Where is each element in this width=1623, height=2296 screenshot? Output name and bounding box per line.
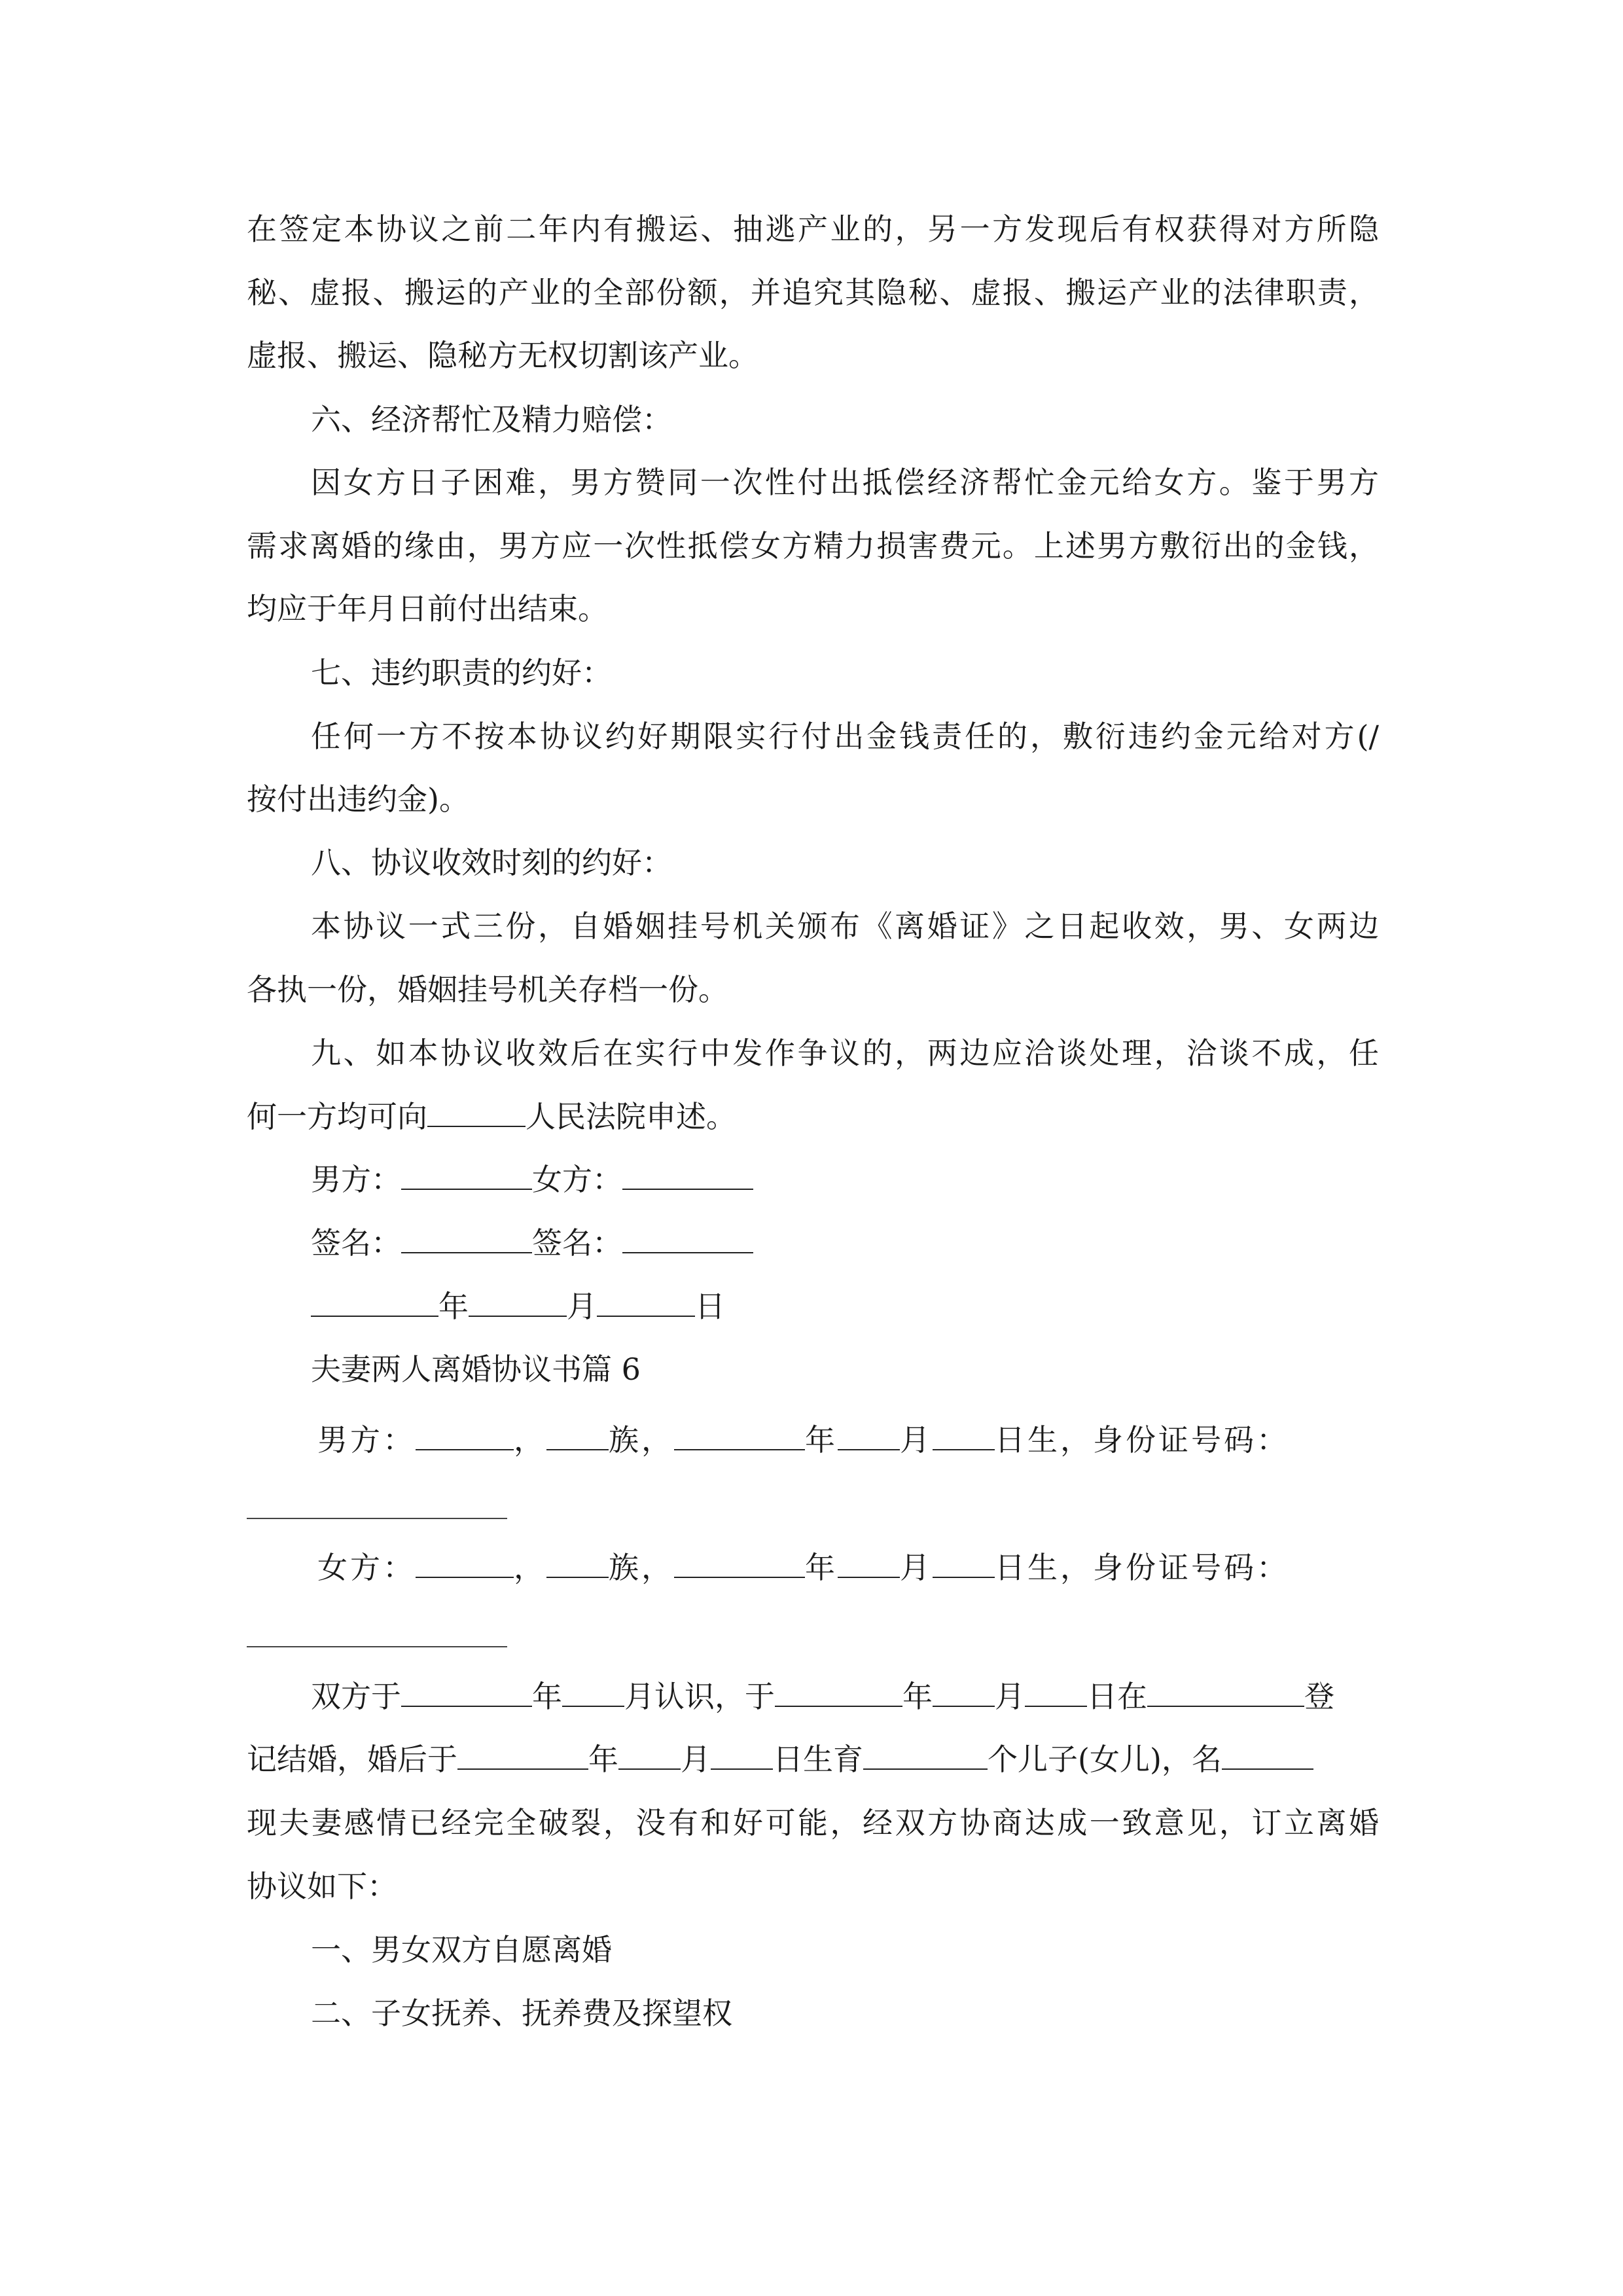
paragraph-line: 秘、虚报、搬运的产业的全部份额，并追究其隐秘、虚报、搬运产业的法律职责， [247, 275, 1379, 310]
female-label: 女方： [317, 1550, 416, 1585]
paragraph-line: 协议如下： [247, 1869, 397, 1904]
text: 族， [609, 1422, 674, 1458]
court-blank[interactable] [427, 1097, 526, 1127]
female-sign-blank[interactable] [622, 1223, 753, 1253]
day-blank[interactable] [1025, 1677, 1087, 1707]
section-title: 夫妻两人离婚协议书篇 6 [311, 1352, 641, 1387]
sign-label: 签名： [532, 1225, 622, 1261]
female-info-line [317, 1548, 1289, 1587]
paragraph-line [247, 1097, 736, 1136]
text: 年 [805, 1550, 838, 1585]
day-blank[interactable] [711, 1740, 773, 1770]
text: 个儿子(女儿)，名 [988, 1742, 1222, 1777]
birth-month-blank[interactable] [838, 1420, 900, 1450]
month-label: 月 [567, 1289, 597, 1324]
text: 年 [532, 1679, 562, 1714]
text: ， [514, 1422, 546, 1458]
birth-month-blank[interactable] [838, 1548, 900, 1578]
child-name-blank[interactable] [1222, 1740, 1313, 1770]
section-heading: 二、子女抚养、抚养费及探望权 [311, 1996, 732, 2031]
paragraph-line: 需求离婚的缘由，男方应一次性抵偿女方精力损害费元。上述男方敷衍出的金钱， [247, 528, 1379, 564]
signature-line [311, 1223, 753, 1263]
section-heading: 七、违约职责的约好： [311, 655, 612, 691]
female-name-blank[interactable] [416, 1548, 514, 1578]
section-heading: 八、协议收效时刻的约好： [311, 845, 672, 880]
sign-label: 签名： [311, 1225, 401, 1261]
paragraph-line: 任何一方不按本协议约好期限实行付出金钱责任的，敷衍违约金元给对方(/ [311, 719, 1379, 754]
paragraph-line: 按付出违约金)。 [247, 781, 469, 817]
paragraph-line: 本协议一式三份，自婚姻挂号机关颁布《离婚证》之日起收效，男、女两边 [311, 908, 1379, 944]
signature-line [311, 1160, 753, 1199]
male-name-blank[interactable] [401, 1160, 532, 1190]
year-blank[interactable] [457, 1740, 588, 1770]
month-blank[interactable] [618, 1740, 681, 1770]
paragraph-line: 均应于年月日前付出结束。 [247, 591, 608, 626]
text: 月 [995, 1679, 1025, 1714]
id-number-blank[interactable] [247, 1646, 507, 1647]
text: 日在 [1087, 1679, 1147, 1714]
female-name-blank[interactable] [622, 1160, 753, 1190]
text: 双方于 [311, 1679, 401, 1714]
text: 记结婚，婚后于 [247, 1742, 457, 1777]
text: 何一方均可向 [247, 1099, 427, 1134]
birth-year-blank[interactable] [674, 1420, 805, 1450]
female-label: 女方： [532, 1162, 622, 1197]
count-blank[interactable] [863, 1740, 988, 1770]
paragraph-line [247, 1740, 1313, 1779]
year-label: 年 [438, 1289, 469, 1324]
text: 月认识，于 [624, 1679, 775, 1714]
place-blank[interactable] [1147, 1677, 1304, 1707]
birth-day-blank[interactable] [933, 1548, 995, 1578]
male-sign-blank[interactable] [401, 1223, 532, 1253]
text: 登 [1304, 1679, 1334, 1714]
month-blank[interactable] [469, 1287, 567, 1317]
section-heading: 一、男女双方自愿离婚 [311, 1932, 612, 1967]
text: 年 [588, 1742, 618, 1777]
text: 日生，身份证号码： [995, 1422, 1289, 1458]
date-line [311, 1287, 725, 1326]
paragraph-line: 各执一份，婚姻挂号机关存档一份。 [247, 972, 728, 1007]
paragraph-line: 因女方日子困难，男方赞同一次性付出抵偿经济帮忙金元给女方。鉴于男方 [311, 465, 1379, 500]
text: 日生，身份证号码： [995, 1550, 1289, 1585]
day-label: 日 [695, 1289, 725, 1324]
male-name-blank[interactable] [416, 1420, 514, 1450]
ethnicity-blank[interactable] [546, 1420, 609, 1450]
year-blank[interactable] [775, 1677, 902, 1707]
month-blank[interactable] [562, 1677, 624, 1707]
male-info-line [317, 1420, 1289, 1460]
text: 日生育 [773, 1742, 863, 1777]
year-blank[interactable] [311, 1287, 438, 1317]
text: 年 [902, 1679, 933, 1714]
birth-day-blank[interactable] [933, 1420, 995, 1450]
year-blank[interactable] [401, 1677, 532, 1707]
paragraph-line: 虚报、搬运、隐秘方无权切割该产业。 [247, 338, 758, 373]
text: 族， [609, 1550, 674, 1585]
paragraph-line: 在签定本协议之前二年内有搬运、抽逃产业的，另一方发现后有权获得对方所隐 [247, 211, 1379, 247]
id-number-blank[interactable] [247, 1518, 507, 1519]
ethnicity-blank[interactable] [546, 1548, 609, 1578]
text: 月 [900, 1422, 933, 1458]
paragraph-line [311, 1677, 1334, 1716]
text: 人民法院申述。 [526, 1099, 736, 1134]
male-label: 男方： [311, 1162, 401, 1197]
male-label: 男方： [317, 1422, 416, 1458]
day-blank[interactable] [597, 1287, 695, 1317]
text: ， [514, 1550, 546, 1585]
birth-year-blank[interactable] [674, 1548, 805, 1578]
text: 月 [681, 1742, 711, 1777]
text: 年 [805, 1422, 838, 1458]
paragraph-line: 九、如本协议收效后在实行中发作争议的，两边应洽谈处理，洽谈不成，任 [311, 1035, 1379, 1071]
month-blank[interactable] [933, 1677, 995, 1707]
section-heading: 六、经济帮忙及精力赔偿： [311, 402, 672, 437]
paragraph-line: 现夫妻感情已经完全破裂，没有和好可能，经双方协商达成一致意见，订立离婚 [247, 1805, 1379, 1840]
text: 月 [900, 1550, 933, 1585]
